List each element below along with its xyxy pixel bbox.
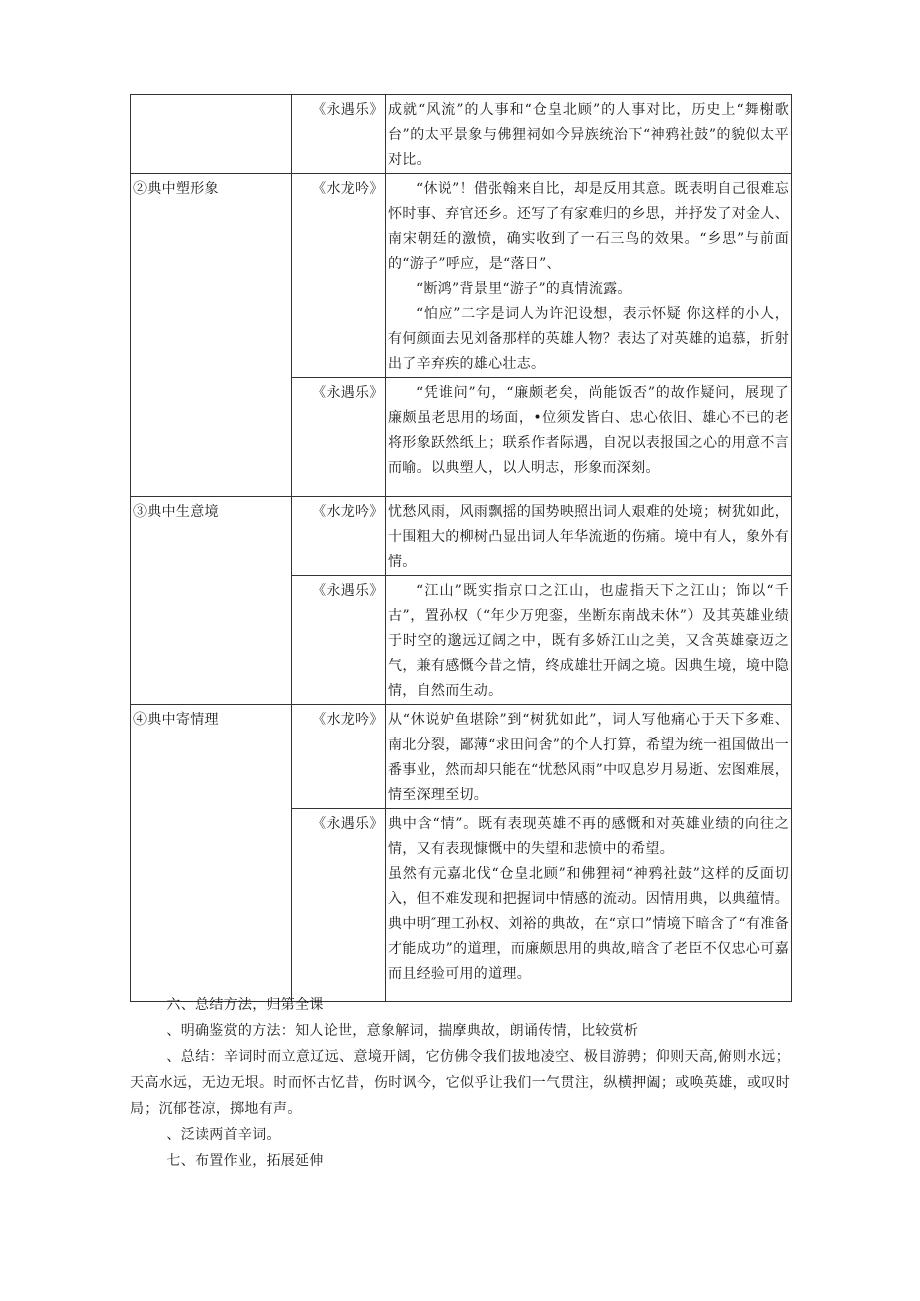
poem-title-cell: 《永遇乐》 — [292, 576, 386, 705]
poem-title-cell: 《水龙吟》 — [292, 497, 386, 576]
analysis-paragraph: 忧愁风雨，风雨飘摇的国势映照出词人艰难的处境；树犹如此，十围粗大的柳树凸显出词人年华流逝的伤痛。境中有人，象外有情。 — [388, 504, 789, 570]
analysis-table — [130, 94, 792, 1002]
poem-title-cell: 《水龙吟》 — [292, 705, 386, 809]
section-heading-seven: 七、布置作业，拓展延伸 — [166, 1153, 324, 1169]
poem-title-cell: 《永遇乐》 — [292, 95, 386, 174]
table-row — [131, 809, 792, 1002]
table-row — [131, 95, 792, 174]
table-row — [131, 378, 792, 497]
analysis-paragraph: 成就“风流”的人事和“仓皇北顾”的人事对比，历史上“舞榭歌台”的太平景象与佛狸祠如今异族统治下“神鸦社鼓”的貌似太平对比。 — [388, 102, 789, 168]
poem-title-cell: 《永遇乐》 — [292, 378, 386, 497]
table-row — [131, 705, 792, 809]
poem-title-cell: 《水龙吟》 — [292, 174, 386, 378]
conclusion-paragraph: 、总结：辛词时而立意辽远、意境开阔，它仿佛令我们拔地凌空、极目游骋；仰则天高,俯则水远；天高水远，无边无垠。时而怀古忆昔，伤时讽今，它似乎让我们一气贯注，纵横押阖；或唤英雄，或叹时局；沉郁苍凉，掷地有声。 — [130, 1049, 790, 1117]
section-heading-six: 六、总结方法，归第全课 — [166, 997, 324, 1013]
analysis-paragraph: 从“休说妒鱼堪除”到“树犹如此”，词人写他痛心于天下多难、南北分裂，鄙薄“求田问舍”的个人打算，希望为统一祖国做出一番事业，然而却只能在“忧愁风雨”中叹息岁月易逝、宏图难展，情至深理至切。 — [388, 712, 790, 803]
analysis-table-body — [131, 95, 792, 1002]
analysis-paragraph: “怕应”二字是词人为许汜设想，表示怀疑 你这样的小人，有何颜面去见刘备那样的英雄人物？表达了对英雄的追慕，折射出了辛弃疾的雄心壮志。 — [388, 306, 789, 372]
method-line: 、明确鉴赏的方法：知人论世，意象解词，揣摩典故，朗诵传情，比较赏析 — [166, 1023, 639, 1039]
analysis-paragraph: “断鸿”背景里“游子”的真情流露。 — [416, 281, 632, 297]
table-row — [131, 497, 792, 576]
category-cell — [131, 378, 292, 497]
analysis-text-cell — [386, 497, 792, 576]
analysis-paragraph: “休说”！借张翰来自比，却是反用其意。既表明自己很难忘怀时事、弃官还乡。还写了有家难归的乡思，并抒发了对金人、南宋朝廷的激愤，确实收到了一石三鸟的效果。“乡思”与前面的“游子”呼应，是“落日”、 — [388, 181, 789, 272]
analysis-text-cell — [386, 378, 792, 497]
analysis-paragraph: 虽然有元嘉北伐“仓皇北顾”和佛狸祠“神鸦社鼓”这样的反面切入，但不难发现和把握词中情感的流动。因情用典，以典蕴情。典中明″理工孙权、刘裕的典故，在“京口”情境下暗含了“有准备才能成功”的道理，而廉颇思用的典故,暗含了老臣不仅忠心可嘉而且经验可用的道理。 — [388, 866, 789, 982]
summary-section — [130, 992, 790, 1174]
category-cell: ②典中塑形象 — [131, 174, 292, 378]
poem-title-cell: 《永遇乐》 — [292, 809, 386, 1002]
table-row — [131, 576, 792, 705]
category-cell — [131, 576, 292, 705]
analysis-text-cell — [386, 95, 792, 174]
category-cell — [131, 95, 292, 174]
reading-line: 、泛读两首辛词。 — [166, 1127, 281, 1143]
category-cell — [131, 809, 292, 1002]
category-cell: ④典中寄情理 — [131, 705, 292, 809]
analysis-text-cell — [386, 705, 792, 809]
analysis-text-cell — [386, 174, 792, 378]
analysis-text-cell — [386, 809, 792, 1002]
table-row — [131, 174, 792, 378]
category-cell: ③典中生意境 — [131, 497, 292, 576]
analysis-paragraph: “凭谁问”句，“廉颇老矣，尚能饭否”的故作疑问，展现了廉颇虽老思用的场面，•位须发皆白、忠心依旧、雄心不已的老将形象跃然纸上；联系作者际遇，自况以表报国之心的用意不言而喻。以典塑人，以人明志，形象而深刻。 — [388, 385, 789, 476]
analysis-paragraph: 典中含“情”。既有表现英雄不再的感慨和对英雄业绩的向往之情，又有表现慷慨中的失望和悲愤中的希望。 — [388, 816, 789, 857]
analysis-paragraph: “江山”既实指京口之江山，也虚指天下之江山；饰以“千古”，置孙权（“年少万兜銮，坐断东南战未休”）及其英雄业绩于时空的邈远辽阔之中，既有多娇江山之美，又含英雄豪迈之气，兼有感慨今昔之情，终成雄壮开阔之境。因典生境，境中隐情，自然而生动。 — [388, 583, 789, 699]
analysis-text-cell — [386, 576, 792, 705]
